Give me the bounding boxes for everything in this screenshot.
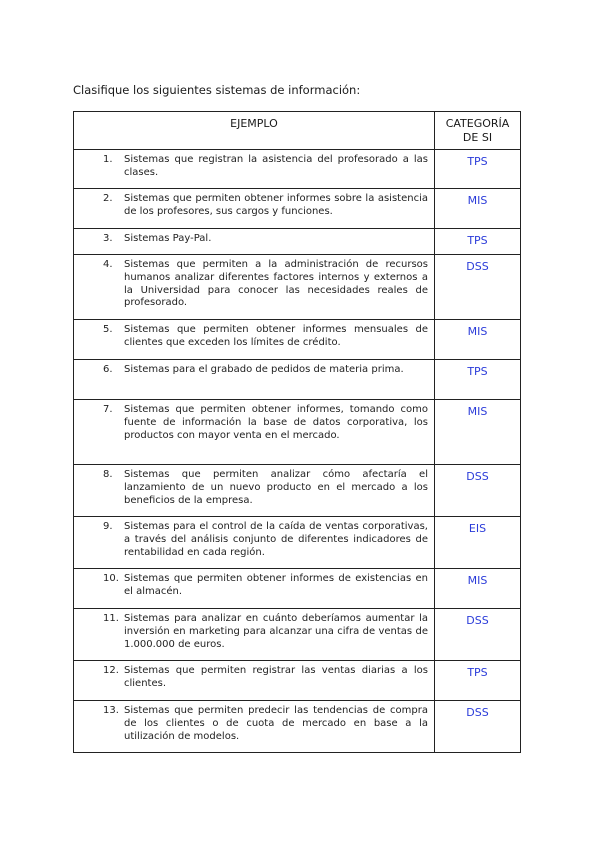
- category-column-header: [435, 112, 521, 150]
- example-text: Sistemas que permiten obtener informes mensuales de clientes que exceden los límites de crédito.: [124, 324, 428, 348]
- row-number: 9.: [103, 521, 113, 532]
- example-cell: [74, 661, 435, 701]
- example-cell: [74, 569, 435, 609]
- category-cell: MIS: [435, 189, 521, 229]
- table-row: [74, 320, 521, 360]
- row-number: 1.: [103, 154, 113, 165]
- row-number: 12.: [103, 665, 119, 676]
- category-cell: MIS: [435, 569, 521, 609]
- category-cell: TPS: [435, 150, 521, 189]
- category-cell: DSS: [435, 465, 521, 517]
- example-text: Sistemas que permiten registrar las ventas diarias a los clientes.: [124, 665, 428, 689]
- table-row: [74, 609, 521, 661]
- row-number: 3.: [103, 233, 113, 244]
- table-row: [74, 465, 521, 517]
- row-number: 10.: [103, 573, 119, 584]
- table-row: [74, 255, 521, 320]
- example-text: Sistemas para analizar en cuánto deberíamos aumentar la inversión en marketing para alcanzar una cifra de ventas de 1.000.000 de euros.: [124, 613, 428, 650]
- example-column-header: EJEMPLO: [74, 112, 435, 150]
- example-cell: [74, 255, 435, 320]
- example-text: Sistemas que permiten predecir las tendencias de compra de los clientes o de cuota de mercado en base a la utilización de modelos.: [124, 705, 428, 742]
- example-cell: [74, 150, 435, 189]
- example-cell: [74, 609, 435, 661]
- example-text: Sistemas Pay-Pal.: [124, 233, 212, 244]
- table-row: [74, 189, 521, 229]
- category-header-line2: DE SI: [462, 131, 493, 144]
- table-row: [74, 360, 521, 400]
- table-body: [74, 150, 521, 753]
- row-number: 6.: [103, 364, 113, 375]
- category-cell: DSS: [435, 255, 521, 320]
- example-text: Sistemas que permiten a la administración de recursos humanos analizar diferentes factores internos y externos a la Universidad para conocer las necesidades reales de profesorado.: [124, 259, 428, 309]
- example-cell: [74, 517, 435, 569]
- example-cell: [74, 701, 435, 753]
- page-heading: Clasifique los siguientes sistemas de información:: [73, 83, 361, 97]
- category-cell: EIS: [435, 517, 521, 569]
- example-text: Sistemas para el control de la caída de ventas corporativas, a través del análisis conjunto de diferentes indicadores de rentabilidad en cada región.: [124, 521, 428, 558]
- table-row: [74, 400, 521, 465]
- category-cell: DSS: [435, 701, 521, 753]
- example-cell: [74, 400, 435, 465]
- example-cell: [74, 465, 435, 517]
- category-cell: DSS: [435, 609, 521, 661]
- table-row: [74, 229, 521, 255]
- table-row: [74, 517, 521, 569]
- category-cell: MIS: [435, 400, 521, 465]
- category-cell: TPS: [435, 360, 521, 400]
- table-row: [74, 150, 521, 189]
- category-cell: TPS: [435, 229, 521, 255]
- example-text: Sistemas para el grabado de pedidos de materia prima.: [124, 364, 404, 375]
- example-cell: [74, 360, 435, 400]
- example-cell: [74, 229, 435, 255]
- classification-table: [73, 111, 521, 753]
- row-number: 8.: [103, 469, 113, 480]
- category-header-line1: CATEGORÍA: [445, 117, 510, 130]
- row-number: 5.: [103, 324, 113, 335]
- example-text: Sistemas que permiten analizar cómo afectaría el lanzamiento de un nuevo producto en el mercado a los beneficios de la empresa.: [124, 469, 428, 506]
- row-number: 11.: [103, 613, 119, 624]
- example-cell: [74, 189, 435, 229]
- row-number: 2.: [103, 193, 113, 204]
- example-text: Sistemas que permiten obtener informes, tomando como fuente de información la base de datos corporativa, los productos con mayor venta en el mercado.: [124, 404, 428, 441]
- category-cell: TPS: [435, 661, 521, 701]
- example-text: Sistemas que permiten obtener informes de existencias en el almacén.: [124, 573, 428, 597]
- row-number: 7.: [103, 404, 113, 415]
- example-text: Sistemas que registran la asistencia del profesorado a las clases.: [124, 154, 428, 178]
- example-text: Sistemas que permiten obtener informes sobre la asistencia de los profesores, sus cargos y funciones.: [124, 193, 428, 217]
- table-header-row: [74, 112, 521, 150]
- row-number: 13.: [103, 705, 119, 716]
- example-cell: [74, 320, 435, 360]
- table-row: [74, 569, 521, 609]
- table-row: [74, 701, 521, 753]
- category-cell: MIS: [435, 320, 521, 360]
- row-number: 4.: [103, 259, 113, 270]
- table-row: [74, 661, 521, 701]
